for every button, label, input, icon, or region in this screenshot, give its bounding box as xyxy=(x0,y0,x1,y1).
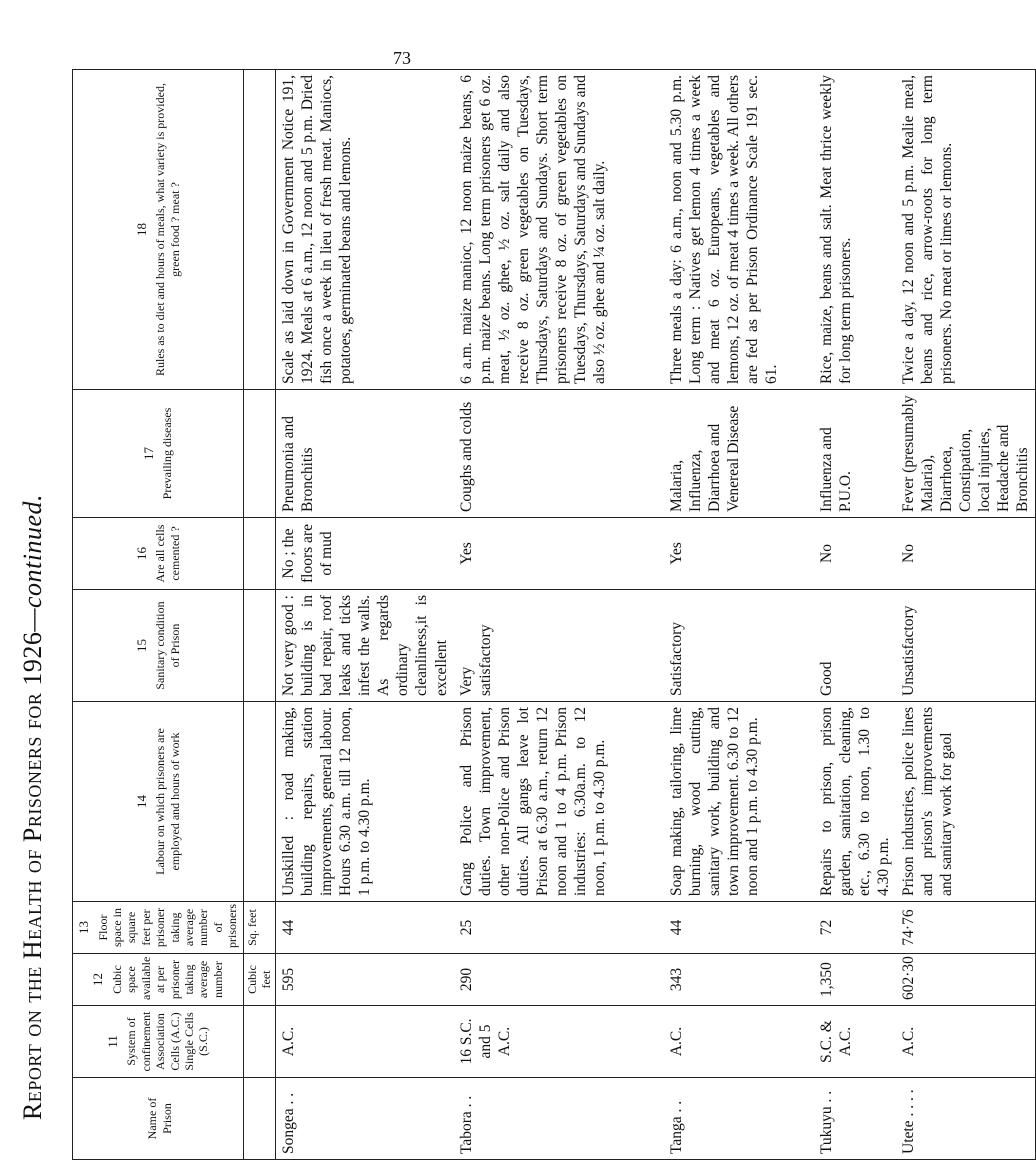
sanitary-cell: Satisfactory xyxy=(664,590,814,702)
cemented-cell: No xyxy=(814,518,896,590)
floor-cell: 25 xyxy=(454,902,664,954)
diet-cell: 6 a.m. maize manioc, 12 noon maize beans, 6 p.m. maize beans. Long term prisoners get 6 oz. meat, ½ oz. ghee, ½ oz. salt daily and also receive 8 oz. green vegetables on Tuesdays, Thursdays, Saturdays and Sundays. Short term prisoners receive 8 oz. of green vegetables on Tuesdays, Thursdays, Saturdays and Sundays and also ½ oz. ghee and ¼ oz. salt daily. xyxy=(454,70,664,390)
cemented-cell: Yes xyxy=(664,518,814,590)
cubic-cell: 1,350 xyxy=(814,954,896,1006)
table-row xyxy=(664,70,814,1160)
floor-cell: 44 xyxy=(276,902,454,954)
prison-name: Tabora . . xyxy=(454,1078,664,1160)
labour-cell: Gang Police and Prison duties. Town improvement, other non-Police and Prison duties. All gangs leave lot Prison at 6.30 a.m., return 12 noon and 1 to 4 p.m. Prison industries: 6.30a.m. to 12 noon, 1 p.m. to 4.30 p.m. xyxy=(454,702,664,902)
cemented-cell: Yes xyxy=(454,518,664,590)
table-row xyxy=(896,70,1036,1160)
unit-cubic: Cubic feet xyxy=(243,954,276,1006)
diseases-cell: Malaria, Influenza, Diarrhoea and Venereal Disease xyxy=(664,390,814,518)
cubic-cell: 343 xyxy=(664,954,814,1006)
col-header-cemented: 16 Are all cells cemented ? xyxy=(73,518,244,590)
units-row xyxy=(243,70,276,1160)
floor-cell: 72 xyxy=(814,902,896,954)
page-number: 73 xyxy=(393,48,411,68)
col-header-diseases: 17 Prevailing diseases xyxy=(73,390,244,518)
table-row xyxy=(814,70,896,1160)
col-header-diet: 18 Rules as to diet and hours of meals, what variety is provided, green food ? meat ? xyxy=(73,70,244,390)
diseases-cell: Influenza and P.U.O. xyxy=(814,390,896,518)
floor-cell: 44 xyxy=(664,902,814,954)
table-row xyxy=(454,70,664,1160)
labour-cell: Unskilled : road making, building repairs, station improvements, general labour. Hours 6.30 a.m. till 12 noon, 1 p.m. to 4.30 p.m. xyxy=(276,702,454,902)
col-header-sanitary: 15 Sanitary condition of Prison xyxy=(73,590,244,702)
labour-cell: Prison industries, police lines and prison's improvements and sanitary work for gaol xyxy=(896,702,1036,902)
prison-table-wrapper xyxy=(72,70,1032,1160)
cubic-cell: 602·30 xyxy=(896,954,1036,1006)
cubic-cell: 595 xyxy=(276,954,454,1006)
cemented-cell: No xyxy=(896,518,1036,590)
system-cell: A.C. xyxy=(664,1006,814,1078)
diet-cell: Scale as laid down in Government Notice 191, 1924. Meals at 6 a.m., 12 noon and 5 p.m. Dried fish once a week in lieu of fresh meat. Maniocs, potatoes, germinated beans and lemons. xyxy=(276,70,454,390)
sanitary-cell: Not very good : building is in bad repair, roof leaks and ticks infest the walls. As regards ordinary cleanliness,it is excellent xyxy=(276,590,454,702)
sanitary-cell: Good xyxy=(814,590,896,702)
floor-cell: 74·76 xyxy=(896,902,1036,954)
col-header-cubic: 12 Cubic space available at per prisoner taking average number xyxy=(73,954,244,1006)
col-header-labour: 14 Labour on which prisoners are employed and hours of work xyxy=(73,702,244,902)
diet-cell: Twice a day, 12 noon and 5 p.m. Mealie meal, beans and rice, arrow-roots for long term prisoners. No meat or limes or lemons. xyxy=(896,70,1036,390)
prison-table xyxy=(72,70,1032,1160)
running-title-suffix: —continued. xyxy=(18,493,47,632)
running-title-main: Report on the Health of Prisoners for 1926 xyxy=(18,631,47,1120)
col-header-name: Name of Prison xyxy=(73,1078,244,1160)
prison-name: Tukuyu . . xyxy=(814,1078,896,1160)
prison-name: Tanga . . xyxy=(664,1078,814,1160)
cubic-cell: 290 xyxy=(454,954,664,1006)
system-cell: S.C. & A.C. xyxy=(814,1006,896,1078)
prison-name: Utete . . . . xyxy=(896,1078,1036,1160)
col-header-floor: 13 Floor space in square feet per prisoner taking average number of prisoners xyxy=(73,902,244,954)
table-row xyxy=(276,70,454,1160)
labour-cell: Soap making, tailoring, lime burning, wood cutting, sanitary work, building and town improvement. 6.30 to 12 noon and 1 p.m. to 4.30 p.m. xyxy=(664,702,814,902)
cemented-cell: No ; the floors are of mud xyxy=(276,518,454,590)
diseases-cell: Fever (presumably Malaria), Diarrhoea, Constipation, local injuries, Headache and Bronchitis xyxy=(896,390,1036,518)
header-row xyxy=(73,70,244,1160)
unit-floor: Sq. feet xyxy=(243,902,276,954)
system-cell: A.C. xyxy=(896,1006,1036,1078)
diseases-cell: Coughs and colds xyxy=(454,390,664,518)
sanitary-cell: Unsatisfactory xyxy=(896,590,1036,702)
diet-cell: Rice, maize, beans and salt. Meat thrice weekly for long term prisoners. xyxy=(814,70,896,390)
labour-cell: Repairs to prison, prison garden, sanitation, cleaning, etc., 6.30 to noon, 1.30 to 4.30 p.m. xyxy=(814,702,896,902)
prison-name: Songea . . xyxy=(276,1078,454,1160)
col-header-system: 11 System of confinement Association Cells (A.C.) Single Cells (S.C.) xyxy=(73,1006,244,1078)
system-cell: 16 S.C. and 5 A.C. xyxy=(454,1006,664,1078)
sanitary-cell: Very satisfactory xyxy=(454,590,664,702)
diet-cell: Three meals a day: 6 a.m., noon and 5.30 p.m. Long term : Natives get lemon 4 times a week and meat 6 oz. Europeans, vegetables and lemons, 12 oz. of meat 4 times a week. All others are fed as per Prison Ordinance Scale 191 sec. 61. xyxy=(664,70,814,390)
system-cell: A.C. xyxy=(276,1006,454,1078)
diseases-cell: Pneumonia and Bronchitis xyxy=(276,390,454,518)
